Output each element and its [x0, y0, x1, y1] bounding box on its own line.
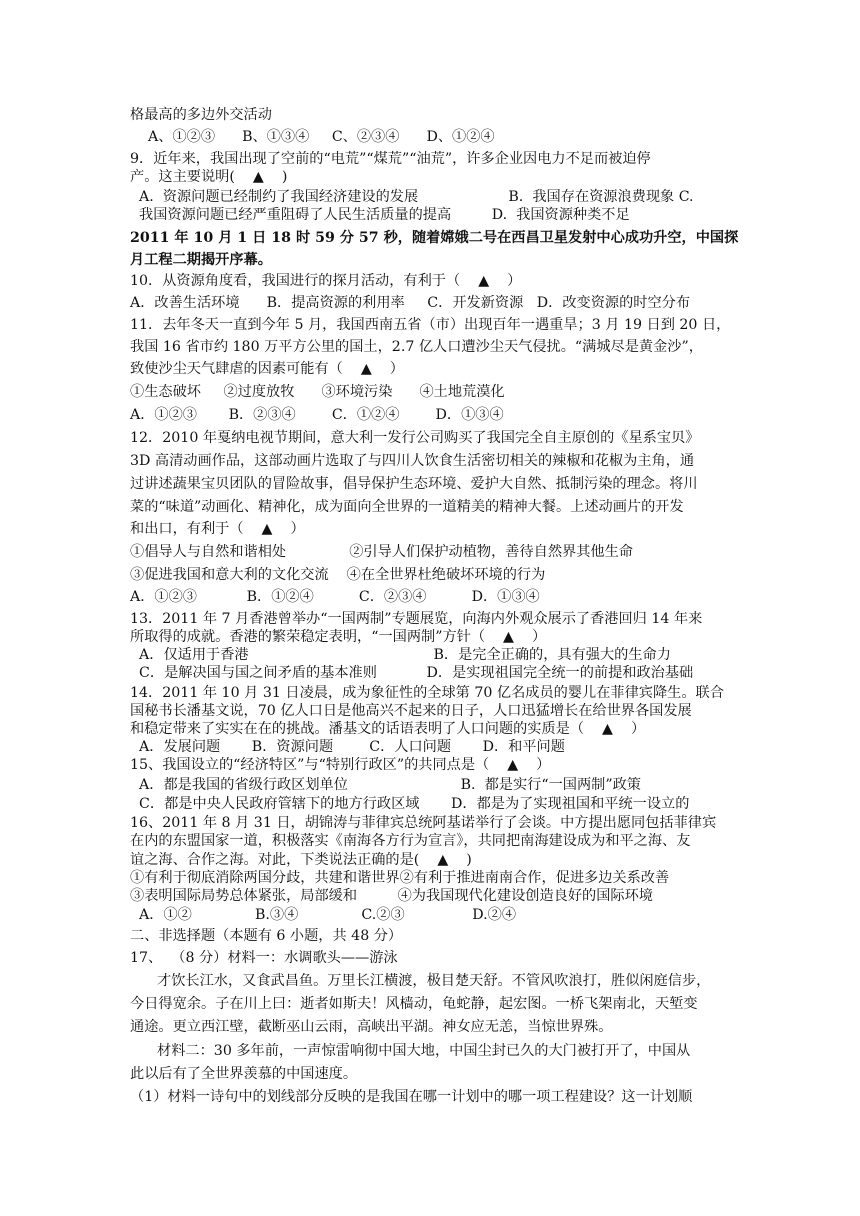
q9-stem: 9．近年来，我国出现了空前的“电荒”“煤荒”“油荒”，许多企业因电力不足而被迫停: [130, 151, 651, 167]
text-line: 和出口，有利于（ ▲ ）: [130, 521, 305, 537]
q14-options: A．发展问题 B．资源问题 C．人口问题 D．和平问题: [130, 739, 565, 755]
material-two: 材料二：30 多年前，一声惊雷响彻中国大地，中国尘封已久的大门被打开了，中国从: [130, 1043, 691, 1059]
q11-stem: 11．去年冬天一直到今年 5 月，我国西南五省（市）出现百年一遇重旱；3 月 19 日到 20 日，: [130, 317, 731, 333]
q14-stem: 14．2011 年 10 月 31 日凌晨，成为象征性的全球第 70 亿名成员的婴儿在菲律宾降生。联合: [130, 685, 724, 701]
q16-options: A．①② B.③④ C.②③ D.②④: [130, 907, 517, 923]
q17-heading: 17、 （8 分）材料一：水调歌头——游泳: [130, 950, 398, 966]
q10-options: A．改善生活环境 B．提高资源的利用率 C．开发新资源 D．改变资源的时空分布: [130, 295, 691, 311]
q15-options: A．都是我国的省级行政区划单位 B. 都是实行“一国两制”政策: [130, 777, 641, 793]
text-line: 致使沙尘天气肆虐的因素可能有（ ▲ ）: [130, 361, 404, 377]
text-line: 菜的“味道”动画化、精神化，成为面向全世界的一道精美的精神大餐。上述动画片的开发: [130, 499, 684, 515]
text-line: 和稳定带来了实实在在的挑战。潘基文的话语表明了人口问题的实质是（ ▲ ）: [130, 721, 646, 737]
text-line: 格最高的多边外交活动: [130, 107, 272, 123]
text-line: 产。这主要说明( ▲ ): [130, 169, 288, 185]
q12-statements: ③促进我国和意大利的文化交流 ④在全世界杜绝破坏环境的行为: [130, 567, 546, 583]
q9-options: A. 资源问题已经制约了我国经济建设的发展 B. 我国存在资源浪费现象 C.: [130, 189, 694, 205]
q11-statements: ①生态破坏 ②过度放牧 ③环境污染 ④土地荒漠化: [130, 384, 505, 400]
text-line: 谊之海、合作之海。对此，下类说法正确的是( ▲ ): [130, 852, 472, 868]
q17-subquestion: （1）材料一诗句中的划线部分反映的是我国在哪一计划中的哪一项工程建设？这一计划顺: [130, 1089, 693, 1105]
q16-statements: ①有利于彻底消除两国分歧，共建和谐世界②有利于推进南南合作，促进多边关系改善: [130, 870, 670, 886]
text-line: 过讲述蔬果宝贝团队的冒险故事，倡导保护生态环境、爱护大自然、抵制污染的理念。将川: [130, 476, 698, 492]
q16-stem: 16、2011 年 8 月 31 日，胡锦涛与菲律宾总统阿基诺举行了会谈。中方提出愿同包括菲律宾: [130, 815, 717, 831]
q15-stem: 15、我国设立的“经济特区”与“特别行政区”的共同点是（ ▲ ）: [130, 757, 551, 773]
poem-line: 才饮长江水，又食武昌鱼。万里长江横渡，极目楚天舒。不管风吹浪打，胜似闲庭信步，: [130, 973, 711, 989]
reading-intro: 2011 年 10 月 1 日 18 时 59 分 57 秒，随着嫦娥二号在西昌卫星发射中心成功升空，中国探: [130, 230, 739, 246]
text-line: 所取得的成就。香港的繁荣稳定表明，“一国两制”方针（ ▲ ）: [130, 629, 547, 645]
poem-line: 今日得宽余。子在川上曰：逝者如斯夫！风樯动，龟蛇静，起宏图。一桥飞架南北，天堑变: [130, 996, 698, 1012]
q16-statements: ③表明国际局势总体紧张，局部缓和 ④为我国现代化建设创造良好的国际环境: [130, 888, 653, 904]
q13-options: C．是解决国与国之间矛盾的基本准则 D．是实现祖国完全统一的前提和政治基础: [130, 665, 694, 681]
text-line: 国秘书长潘基文说，70 亿人口日是他高兴不起来的日子，人口迅猛增长在给世界各国发展: [130, 703, 692, 719]
q15-options: C．都是中央人民政府管辖下的地方行政区域 D．都是为了实现祖国和平统一设立的: [130, 796, 690, 812]
text-line: 在内的东盟国家一道，积极落实《南海各方行为宣言》，共同把南海建设成为和平之海、友: [130, 833, 691, 849]
q13-stem: 13．2011 年 7 月香港曾举办“一国两制”专题展览，向海内外观众展示了香港回归 14 年来: [130, 611, 703, 627]
poem-line: 通途。更立西江壁，截断巫山云雨，高峡出平湖。神女应无恙，当惊世界殊。: [130, 1019, 613, 1035]
q12-statements: ①倡导人与自然和谐相处 ②引导人们保护动植物，善待自然界其他生命: [130, 544, 633, 560]
q11-options: A．①②③ B．②③④ C．①②④ D．①③④: [130, 407, 504, 423]
q12-options: A．①②③ B．①②④ C．②③④ D．①③④: [130, 589, 540, 605]
section-heading: 二、非选择题（本题有 6 小题，共 48 分）: [130, 928, 403, 944]
material-two: 此以后有了全世界羡慕的中国速度。: [130, 1066, 358, 1082]
q8-options: A、①②③ B、①③④ C、②③④ D、①②④: [130, 129, 495, 145]
q13-options: A．仅适用于香港 B．是完全正确的，具有强大的生命力: [130, 647, 671, 663]
q10-stem: 10．从资源角度看，我国进行的探月活动，有利于（ ▲ ）: [130, 273, 522, 289]
reading-intro: 月工程二期揭开序幕。: [130, 252, 272, 268]
q12-stem: 12．2010 年戛纳电视节期间，意大利一发行公司购买了我国完全自主原创的《星系宝贝》: [130, 430, 700, 446]
q9-options: 我国资源问题已经严重阻碍了人民生活质量的提高 D. 我国资源种类不足: [130, 207, 630, 223]
text-line: 3D 高清动画作品，这部动画片选取了与四川人饮食生活密切相关的辣椒和花椒为主角，通: [130, 453, 695, 469]
text-line: 我国 16 省市约 180 万平方公里的国土，2.7 亿人口遭沙尘天气侵扰。“满城尽是黄金沙”，: [130, 339, 703, 355]
